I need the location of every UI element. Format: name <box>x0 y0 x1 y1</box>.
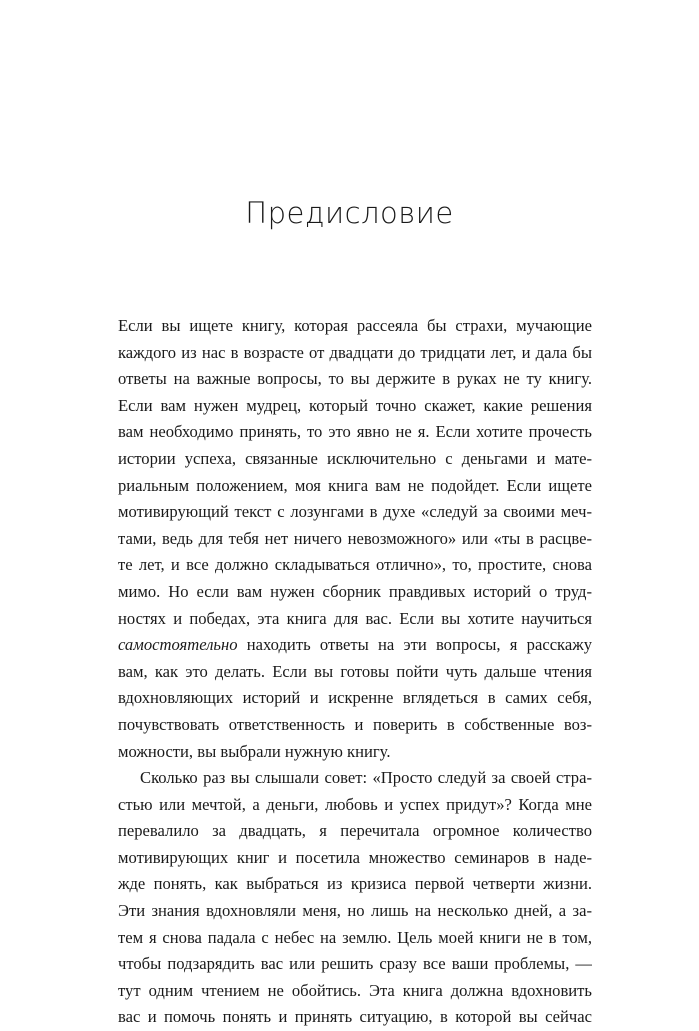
text-line <box>118 818 592 845</box>
text-line <box>118 765 592 792</box>
text-segment: вдохновляющих историй и искренне вглядеться в самих себя, <box>118 688 592 708</box>
text-segment: перевалило за двадцать, я перечитала огромное количество <box>118 821 592 841</box>
text-line <box>118 1004 592 1031</box>
text-line <box>118 366 592 393</box>
text-line <box>118 473 592 500</box>
text-segment: Если вы ищете книгу, которая рассеяла бы страхи, мучающие <box>118 316 592 335</box>
text-segment: те лет, и все должно складываться отлично», то, простите, снова <box>118 555 592 575</box>
text-segment: вам необходимо принять, то это явно не я. Если хотите прочесть <box>118 422 592 442</box>
text-segment: Эти знания вдохновляли меня, но лишь на несколько дней, а за- <box>118 901 592 921</box>
text-line <box>118 552 592 579</box>
paragraph-2 <box>118 765 592 1031</box>
text-segment: вам, как это делать. Если вы готовы пойти чуть дальше чтения <box>118 661 592 681</box>
text-line <box>118 579 592 606</box>
text-segment: стью или мечтой, а деньги, любовь и успех придут»? Когда мне <box>118 794 592 814</box>
paragraph-1 <box>118 313 592 765</box>
text-segment: мимо. Но если вам нужен сборник правдивых историй о труд- <box>118 581 592 601</box>
text-segment: мотивирующих книг и посетила множество семинаров в наде- <box>118 847 592 867</box>
text-line <box>118 898 592 925</box>
text-line <box>118 871 592 898</box>
text-line <box>118 446 592 473</box>
text-segment: Сколько раз вы слышали совет: «Просто следуй за своей стра- <box>140 768 592 788</box>
text-line <box>118 712 592 739</box>
chapter-body <box>118 313 592 1031</box>
text-line <box>118 792 592 819</box>
text-line <box>118 393 592 420</box>
text-segment: мотивирующий текст с лозунгами в духе «следуй за своими меч- <box>118 502 592 522</box>
text-segment: находить ответы на эти вопросы, я расскажу <box>237 635 592 655</box>
text-line <box>118 659 592 686</box>
text-segment: Если вам нужен мудрец, который точно скажет, какие решения <box>118 395 592 415</box>
text-line <box>118 313 592 340</box>
text-line <box>118 978 592 1005</box>
text-segment: чтобы подзарядить вас или решить сразу все ваши проблемы, — <box>118 954 592 974</box>
text-line <box>118 685 592 712</box>
text-line <box>118 632 592 659</box>
text-line <box>118 606 592 633</box>
text-segment: вас и помочь понять и принять ситуацию, в которой вы сейчас <box>118 1007 592 1027</box>
text-line <box>118 739 592 766</box>
text-line <box>118 499 592 526</box>
chapter-title: Предисловие <box>245 196 454 230</box>
text-segment: тут одним чтением не обойтись. Эта книга должна вдохновить <box>118 980 592 1000</box>
text-segment: жде понять, как выбраться из кризиса первой четверти жизни. <box>118 874 592 894</box>
text-line <box>118 419 592 446</box>
text-segment: почувствовать ответственность и поверить в собственные воз- <box>118 714 592 734</box>
text-line <box>118 340 592 367</box>
text-segment: истории успеха, связанные исключительно с деньгами и мате- <box>118 448 592 468</box>
text-segment: ответы на важные вопросы, то вы держите в руках не ту книгу. <box>118 369 592 389</box>
text-segment: каждого из нас в возрасте от двадцати до тридцати лет, и дала бы <box>118 342 592 362</box>
text-line <box>118 526 592 553</box>
text-line <box>118 951 592 978</box>
text-segment: ностях и победах, эта книга для вас. Если вы хотите научиться <box>118 608 592 628</box>
text-line <box>118 925 592 952</box>
emphasis-text: самостоятельно <box>118 635 238 655</box>
text-segment: тем я снова падала с небес на землю. Цель моей книги не в том, <box>118 927 592 947</box>
text-line <box>118 845 592 872</box>
text-segment: можности, вы выбрали нужную книгу. <box>118 741 391 761</box>
text-segment: тами, ведь для тебя нет ничего невозможного» или «ты в расцве- <box>118 528 592 548</box>
text-segment: риальным положением, моя книга вам не подойдет. Если ищете <box>118 475 592 495</box>
